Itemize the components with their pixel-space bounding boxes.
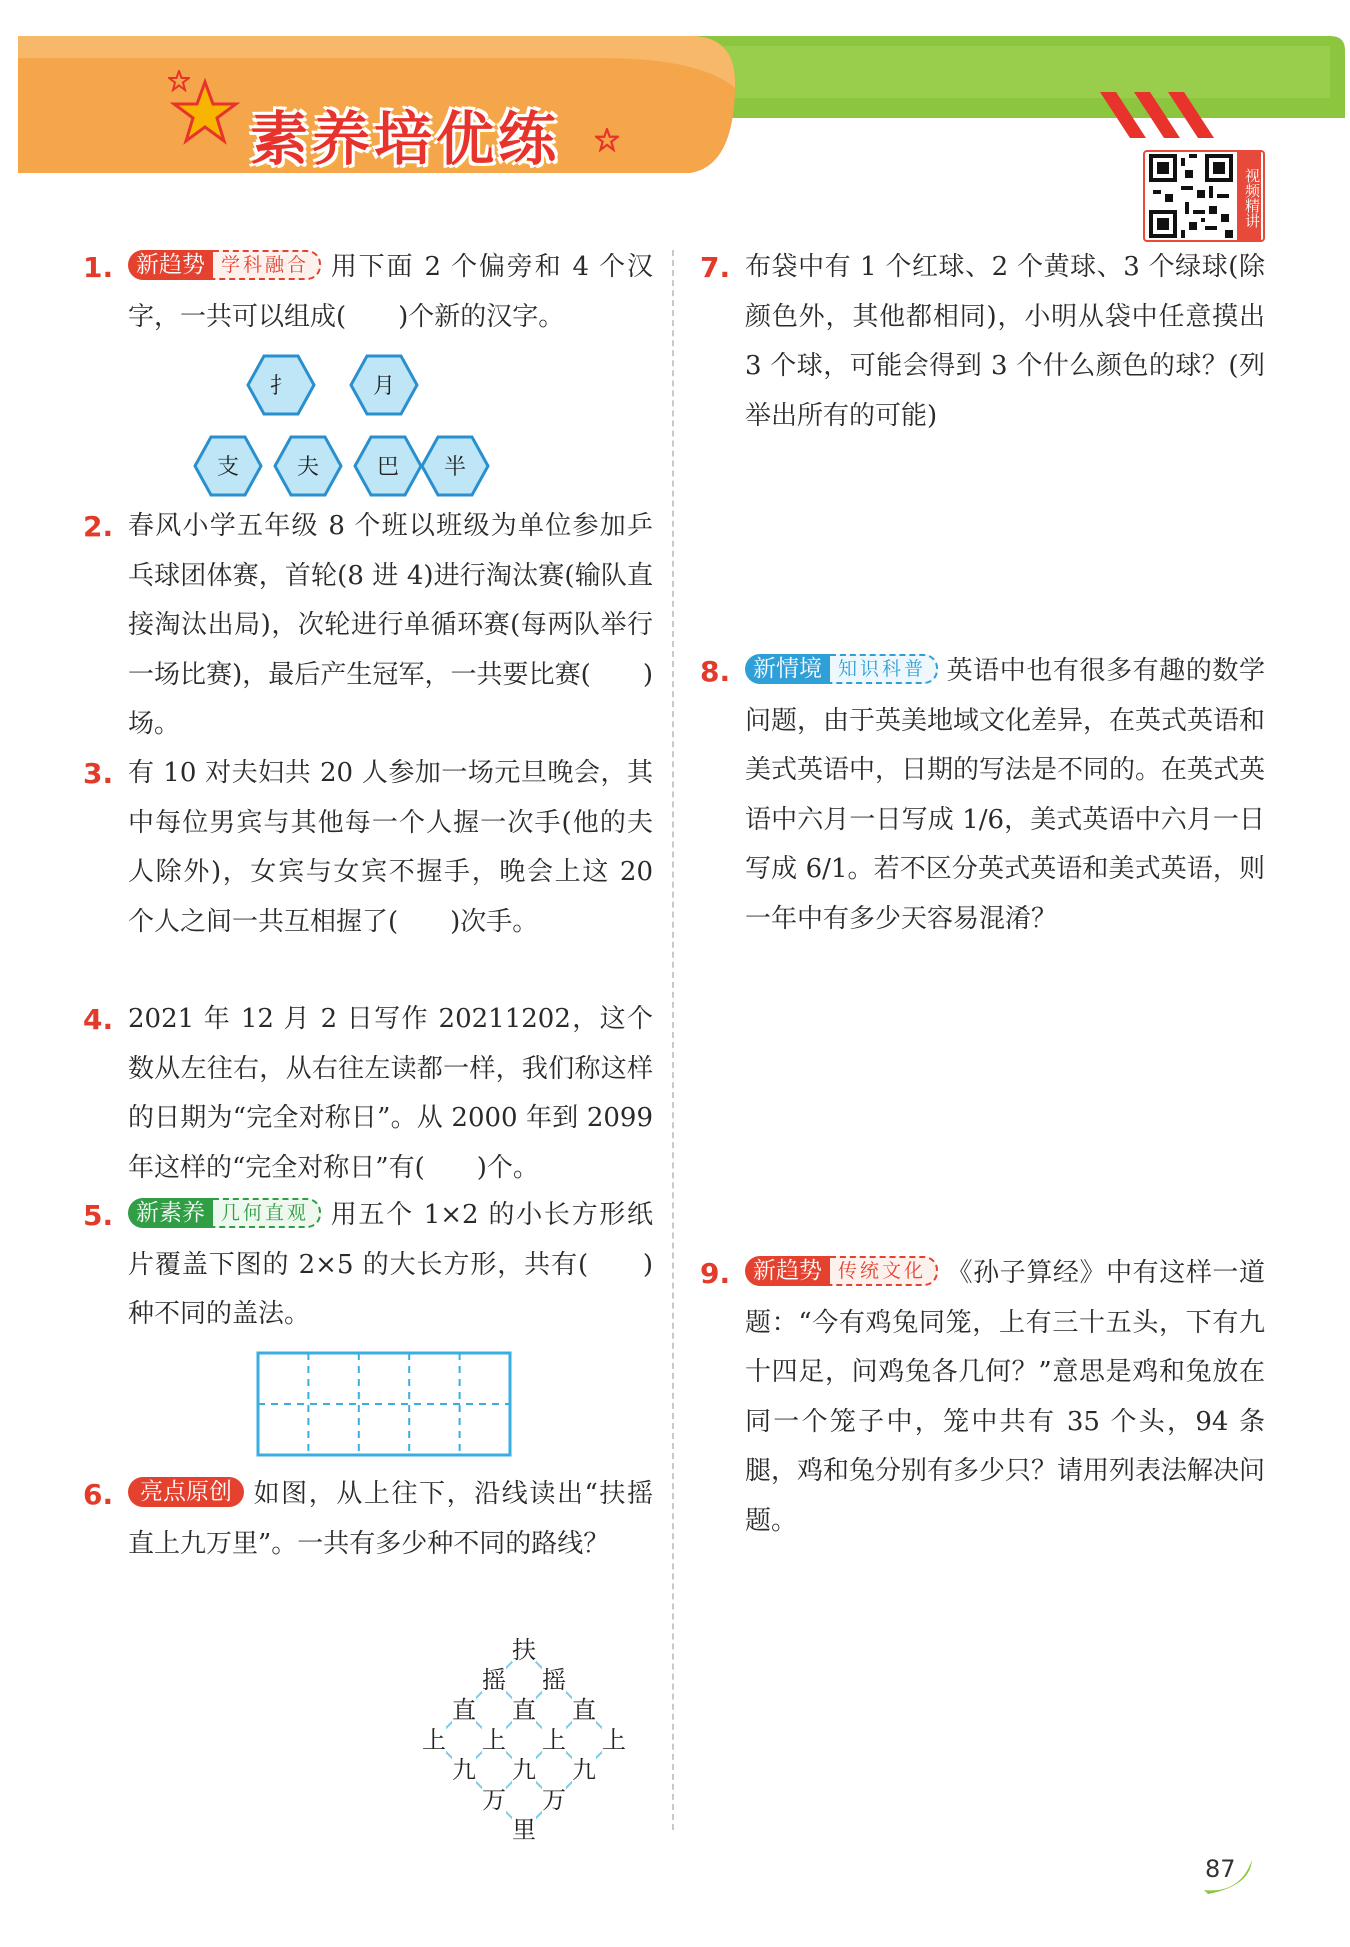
small-star-icon — [595, 128, 619, 152]
hexagon-label: 巴 — [376, 455, 400, 480]
problem-tag — [745, 653, 938, 685]
diamond-char: 上 — [542, 1726, 566, 1754]
diamond-char: 摇 — [482, 1666, 506, 1694]
diamond-char: 直 — [512, 1696, 536, 1724]
tag-main-label: 新素养 — [128, 1198, 213, 1228]
problem-tag — [745, 1255, 938, 1287]
problem-number: 3. — [83, 757, 114, 790]
qr-label: 视频精讲 — [1237, 152, 1261, 240]
hexagon-label: 月 — [372, 374, 396, 399]
tag-sub-label: 几何直观 — [213, 1198, 321, 1228]
diamond-char: 九 — [512, 1756, 536, 1784]
page-number: 87 — [1205, 1855, 1236, 1883]
problem-2 — [83, 502, 653, 750]
tag-sub-label: 学科融合 — [213, 250, 321, 280]
problem-tag — [128, 1197, 321, 1229]
problem-number: 8. — [700, 655, 731, 688]
qr-code-box[interactable] — [1143, 150, 1265, 242]
problem-3 — [83, 749, 653, 947]
problem-tag — [128, 249, 321, 281]
problem-8 — [700, 647, 1266, 944]
tag-main-label: 亮点原创 — [128, 1477, 244, 1507]
hexagon-character — [422, 437, 488, 495]
problem-1 — [83, 243, 653, 480]
problem-number: 5. — [83, 1199, 114, 1232]
section-title: 素养培优练 — [250, 105, 561, 173]
problem-7 — [700, 243, 1265, 441]
hexagon-character — [275, 437, 341, 495]
diamond-char: 扶 — [512, 1636, 536, 1664]
hexagon-label: 夫 — [296, 455, 320, 480]
diamond-char: 上 — [602, 1726, 626, 1754]
problem-body — [745, 1249, 1265, 1546]
problem-text: 用下面 2 个偏旁和 4 个汉字，一共可以组成( )个新的汉字。 — [128, 252, 653, 332]
problem-text: 有 10 对夫妇共 20 人参加一场元旦晚会，其中每位男宾与其他每一个人握一次手(他的夫人除外)，女宾与女宾不握手，晚会上这 20 个人之间一共互相握了( )次手。 — [128, 758, 653, 937]
qr-code-icon[interactable] — [1147, 154, 1235, 238]
problem-body — [128, 1191, 653, 1340]
diamond-char: 上 — [482, 1726, 506, 1754]
hexagon-radical — [351, 356, 417, 414]
problem-5 — [83, 1191, 653, 1340]
tag-main-label: 新情境 — [745, 654, 830, 684]
diamond-char: 上 — [422, 1726, 446, 1754]
diamond-characters — [422, 1636, 626, 1844]
diamond-char: 里 — [512, 1816, 536, 1844]
diamond-char: 万 — [482, 1786, 506, 1814]
problem-number: 6. — [83, 1478, 114, 1511]
problem-number: 2. — [83, 510, 114, 543]
problem-text: 布袋中有 1 个红球、2 个黄球、3 个绿球(除颜色外，其他都相同)，小明从袋中任意摸出 3 个球，可能会得到 3 个什么颜色的球？(列举出所有的可能) — [745, 252, 1265, 431]
stripes-decoration — [1100, 92, 1240, 142]
hexagon-label: 半 — [443, 455, 467, 480]
hexagon-figure — [193, 351, 493, 511]
problem-number: 7. — [700, 251, 731, 284]
problem-body — [745, 647, 1265, 944]
hexagon-radical — [248, 356, 314, 414]
diamond-char: 摇 — [542, 1666, 566, 1694]
column-divider — [672, 250, 674, 1830]
problem-tag — [128, 1476, 244, 1508]
diamond-char: 九 — [452, 1756, 476, 1784]
diamond-char: 万 — [542, 1786, 566, 1814]
tag-sub-label: 传统文化 — [830, 1256, 938, 1286]
rectangle-grid-figure — [256, 1351, 512, 1459]
problem-number: 9. — [700, 1257, 731, 1290]
tag-main-label: 新趋势 — [745, 1256, 830, 1286]
hexagon-label: 扌 — [269, 374, 293, 399]
problem-text: 2021 年 12 月 2 日写作 20211202，这个数从左往右，从右往左读都一样，我们称这样的日期为“完全对称日”。从 2000 年到 2099 年这样的“完全对称日”有( )个。 — [128, 1004, 653, 1183]
problem-4 — [83, 995, 653, 1193]
hexagon-character — [195, 437, 261, 495]
diamond-char: 九 — [572, 1756, 596, 1784]
path-diamond-figure — [420, 1636, 640, 1846]
hexagon-character — [355, 437, 421, 495]
problem-9 — [700, 1249, 1266, 1546]
diamond-char: 直 — [452, 1696, 476, 1724]
problem-number: 4. — [83, 1003, 114, 1036]
problem-body — [128, 243, 653, 342]
problem-text: 英语中也有很多有趣的数学问题，由于英美地域文化差异，在英式英语和美式英语中，日期的写法是不同的。在英式英语中六月一日写成 1/6，美式英语中六月一日写成 6/1。若不区分英式英语和美式英语，则一年中有多少天容易混淆？ — [745, 656, 1266, 934]
diamond-char: 直 — [572, 1696, 596, 1724]
problem-text: 春风小学五年级 8 个班以班级为单位参加乒乓球团体赛，首轮(8 进 4)进行淘汰赛(输队直接淘汰出局)，次轮进行单循环赛(每两队举行一场比赛)，最后产生冠军，一共要比赛( )场。 — [128, 511, 653, 739]
problem-number: 1. — [83, 251, 114, 284]
tag-main-label: 新趋势 — [128, 250, 213, 280]
problem-text: 《孙子算经》中有这样一道题：“今有鸡兔同笼，上有三十五头，下有九十四足，问鸡兔各几何？”意思是鸡和兔放在同一个笼子中，笼中共有 35 个头，94 条腿，鸡和兔分别有多少只？请用列表法解决问题。 — [745, 1258, 1266, 1536]
tag-sub-label: 知识科普 — [830, 654, 938, 684]
problem-body — [128, 1470, 653, 1569]
problem-6 — [83, 1470, 653, 1844]
hexagon-label: 支 — [216, 455, 240, 480]
problem-text: 用五个 1×2 的小长方形纸片覆盖下图的 2×5 的大长方形，共有( )种不同的盖法。 — [128, 1200, 653, 1329]
problem-text: 如图，从上往下，沿线读出“扶摇直上九万里”。一共有多少种不同的路线？ — [128, 1479, 653, 1559]
small-star-icon — [168, 70, 190, 92]
